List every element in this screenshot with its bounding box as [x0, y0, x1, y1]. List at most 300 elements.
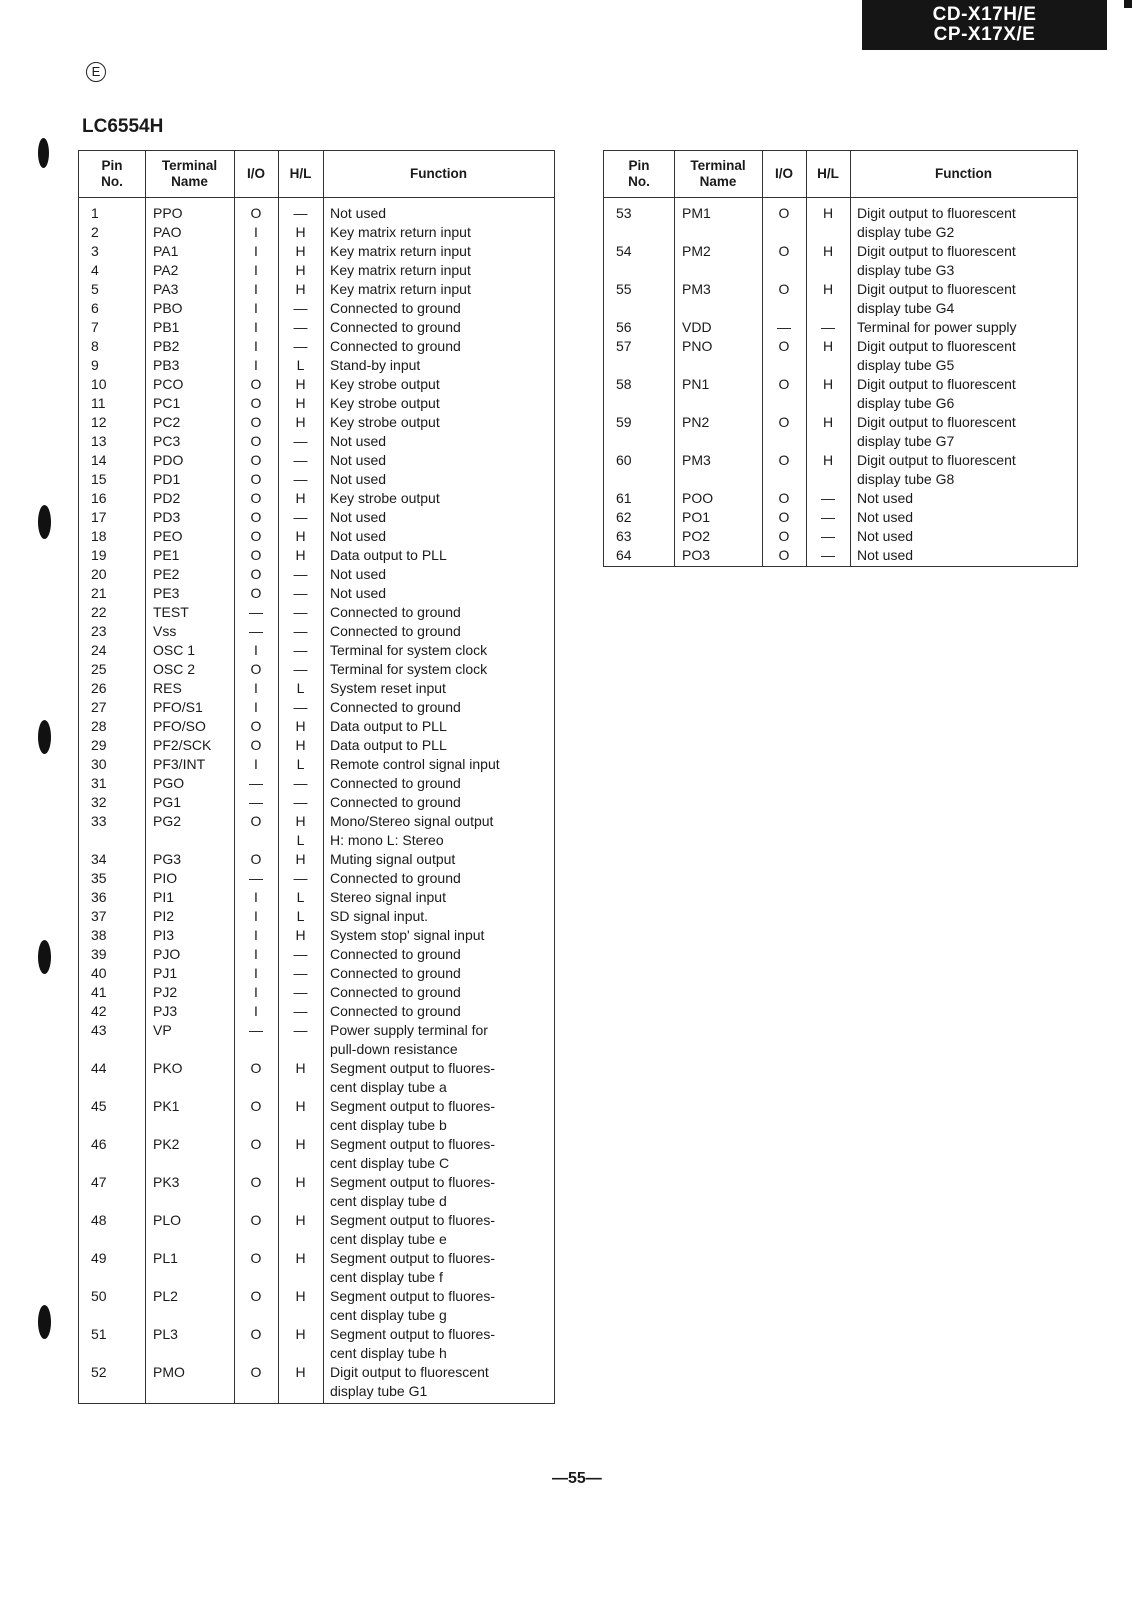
- cell-pin: 60: [616, 452, 632, 468]
- function-line: Connected to ground: [330, 623, 461, 639]
- function-line: Muting signal output: [330, 851, 456, 867]
- cell-pin: 58: [616, 376, 632, 392]
- cell-function: [330, 508, 386, 527]
- table-row: [604, 318, 1077, 337]
- cell-name: PL1: [153, 1250, 178, 1266]
- cell-io: I: [254, 357, 258, 373]
- cell-io: O: [250, 1212, 262, 1228]
- function-line: Not used: [857, 509, 914, 525]
- cell-io: —: [777, 319, 791, 335]
- cell-io: O: [778, 452, 790, 468]
- cell-function: [330, 489, 440, 508]
- function-line: cent display tube e: [330, 1231, 447, 1247]
- cell-hl: —: [293, 433, 308, 449]
- function-line: cent display tube C: [330, 1155, 450, 1171]
- table-row: [604, 546, 1077, 565]
- cell-name: PD3: [153, 509, 181, 525]
- table-row: [79, 261, 554, 280]
- table-row: [79, 489, 554, 508]
- cell-name: RES: [153, 680, 182, 696]
- cell-io: —: [249, 794, 263, 810]
- function-line: Key matrix return input: [330, 281, 471, 297]
- function-line: Mono/Stereo signal output: [330, 813, 494, 829]
- table-row: [79, 1097, 554, 1135]
- cell-pin: 4: [91, 262, 99, 278]
- cell-hl: H: [295, 528, 306, 544]
- cell-name: PA3: [153, 281, 179, 297]
- cell-hl: —: [293, 661, 308, 677]
- cell-function: [857, 451, 1016, 489]
- cell-io: O: [250, 414, 262, 430]
- column-header-io: I/O: [774, 165, 793, 181]
- cell-function: [330, 546, 447, 565]
- cell-function: [330, 299, 461, 318]
- cell-pin: 55: [616, 281, 632, 297]
- table-row: [79, 1363, 554, 1401]
- cell-name: PA1: [153, 243, 179, 259]
- cell-hl: H: [295, 1212, 306, 1228]
- function-line: System stop' signal input: [330, 927, 485, 943]
- cell-function: [330, 888, 446, 907]
- function-line: Not used: [330, 433, 387, 449]
- function-line: Terminal for system clock: [330, 661, 488, 677]
- cell-name: PA2: [153, 262, 179, 278]
- table-row: [79, 698, 554, 717]
- cell-hl: H: [295, 1174, 306, 1190]
- cell-io: I: [254, 262, 258, 278]
- cell-io: O: [250, 1060, 262, 1076]
- cell-pin: 38: [91, 927, 107, 943]
- cell-pin: 36: [91, 889, 107, 905]
- binder-hole: [38, 1305, 51, 1339]
- cell-hl: H: [295, 490, 306, 506]
- pin-table-left: [78, 150, 555, 1404]
- cell-pin: 42: [91, 1003, 107, 1019]
- cell-hl: H: [295, 1326, 306, 1342]
- table-row: [79, 926, 554, 945]
- cell-pin: 40: [91, 965, 107, 981]
- cell-name: PMO: [153, 1364, 185, 1380]
- cell-name: PJ2: [153, 984, 178, 1000]
- column-header-line: Pin: [101, 157, 123, 173]
- cell-hl: H: [822, 452, 834, 468]
- cell-pin: 34: [91, 851, 107, 867]
- table-row: [79, 280, 554, 299]
- function-line: Not used: [330, 452, 387, 468]
- cell-function: [330, 584, 386, 603]
- function-line: SD signal input.: [330, 908, 429, 924]
- cell-io: I: [254, 224, 258, 240]
- cell-name: PE2: [153, 566, 180, 582]
- cell-pin: 3: [91, 243, 99, 259]
- cell-function: [330, 337, 461, 356]
- cell-name: OSC 2: [153, 661, 196, 677]
- cell-io: O: [778, 281, 790, 297]
- cell-hl: —: [293, 946, 308, 962]
- function-line: Key strobe output: [330, 376, 440, 392]
- cell-io: I: [254, 699, 258, 715]
- cell-name: PI1: [153, 889, 175, 905]
- table-row: [79, 945, 554, 964]
- cell-hl: —: [293, 870, 308, 886]
- function-line: Digit output to fluorescent: [857, 376, 1016, 392]
- cell-pin: 57: [616, 338, 632, 354]
- function-line: Segment output to fluores-: [330, 1060, 495, 1076]
- cell-pin: 13: [91, 433, 107, 449]
- function-line: Remote control signal input: [330, 756, 500, 772]
- cell-name: PF3/INT: [153, 756, 206, 772]
- cell-io: O: [250, 1136, 262, 1152]
- cell-hl: L: [296, 680, 305, 696]
- cell-function: [330, 1363, 489, 1401]
- cell-hl: H: [822, 376, 834, 392]
- cell-function: [330, 907, 428, 926]
- column-header-line: No.: [628, 173, 650, 189]
- column-header-line: Terminal: [161, 157, 218, 173]
- table-row: [79, 527, 554, 546]
- cell-function: [857, 489, 913, 508]
- cell-name: PO3: [682, 547, 711, 563]
- table-row: [79, 508, 554, 527]
- table-row: [79, 660, 554, 679]
- table-row: [79, 736, 554, 755]
- cell-name: PB3: [153, 357, 180, 373]
- cell-hl: —: [293, 585, 308, 601]
- function-line: Segment output to fluores-: [330, 1326, 495, 1342]
- cell-name: PGO: [153, 775, 185, 791]
- cell-name: PFO/S1: [153, 699, 203, 715]
- table-row: [79, 622, 554, 641]
- cell-name: POO: [682, 490, 714, 506]
- cell-name: PN2: [682, 414, 710, 430]
- cell-name: PK2: [153, 1136, 180, 1152]
- corner-mark: [1124, 0, 1132, 8]
- cell-function: [330, 204, 386, 223]
- cell-name: PO2: [682, 528, 711, 544]
- cell-pin: 45: [91, 1098, 107, 1114]
- cell-io: —: [249, 623, 263, 639]
- table-body: [79, 204, 554, 1401]
- cell-name: PB2: [153, 338, 180, 354]
- cell-hl: H: [295, 376, 306, 392]
- function-line: Not used: [330, 509, 387, 525]
- cell-io: I: [254, 927, 258, 943]
- cell-function: [330, 527, 386, 546]
- table-row: [79, 907, 554, 926]
- column-header-line: No.: [101, 173, 123, 189]
- column-header-pin: [604, 151, 674, 196]
- cell-function: [330, 964, 461, 983]
- cell-name: PK1: [153, 1098, 180, 1114]
- cell-pin: 29: [91, 737, 107, 753]
- table-row: [604, 337, 1077, 375]
- cell-function: [330, 793, 461, 812]
- function-line: Segment output to fluores-: [330, 1212, 495, 1228]
- cell-function: [330, 622, 461, 641]
- table-row: [79, 812, 554, 850]
- cell-hl: H: [822, 243, 834, 259]
- cell-hl: H: [295, 718, 306, 734]
- cell-pin: 1: [91, 205, 99, 221]
- cell-pin: 54: [616, 243, 632, 259]
- cell-io: I: [254, 984, 258, 1000]
- cell-name: PB1: [153, 319, 180, 335]
- cell-hl: —: [293, 794, 308, 810]
- cell-hl: H: [295, 1136, 306, 1152]
- cell-io: I: [254, 756, 258, 772]
- cell-name: PJ1: [153, 965, 178, 981]
- column-header-io: I/O: [246, 165, 265, 181]
- table-row: [79, 375, 554, 394]
- table-row: [79, 755, 554, 774]
- cell-hl: H: [822, 281, 834, 297]
- table-row: [79, 299, 554, 318]
- cell-function: [857, 242, 1016, 280]
- cell-pin: 11: [91, 395, 106, 411]
- table-row: [604, 489, 1077, 508]
- cell-hl: —: [293, 984, 308, 1000]
- cell-function: [330, 679, 446, 698]
- cell-hl: —: [293, 1022, 308, 1038]
- cell-name: PG2: [153, 813, 182, 829]
- cell-pin: 52: [91, 1364, 107, 1380]
- function-line: Connected to ground: [330, 870, 461, 886]
- function-line: Terminal for system clock: [330, 642, 488, 658]
- table-row: [79, 432, 554, 451]
- cell-hl: —: [293, 471, 308, 487]
- function-line: Stand-by input: [330, 357, 421, 373]
- cell-name: PLO: [153, 1212, 182, 1228]
- cell-function: [330, 223, 471, 242]
- cell-hl: H: [295, 1060, 306, 1076]
- cell-hl: H: [295, 547, 306, 563]
- table-row: [79, 1021, 554, 1059]
- cell-io: O: [778, 528, 790, 544]
- column-header-pin: [79, 151, 145, 196]
- function-line: Data output to PLL: [330, 547, 447, 563]
- cell-name: PCO: [153, 376, 184, 392]
- cell-pin: 6: [91, 300, 99, 316]
- cell-hl: —: [293, 623, 308, 639]
- column-header-hl: H/L: [817, 165, 839, 181]
- cell-name: PG3: [153, 851, 182, 867]
- function-line: display tube G8: [857, 471, 955, 487]
- cell-function: [330, 1021, 488, 1059]
- cell-io: O: [250, 452, 262, 468]
- table-row: [79, 774, 554, 793]
- cell-hl: —: [293, 1003, 308, 1019]
- cell-function: [330, 717, 447, 736]
- cell-function: [330, 1287, 495, 1325]
- column-header-name: [674, 151, 762, 196]
- table-row: [79, 470, 554, 489]
- cell-pin: 53: [616, 205, 632, 221]
- table-row: [604, 280, 1077, 318]
- binder-hole: [38, 138, 49, 168]
- cell-pin: 64: [616, 547, 632, 563]
- cell-function: [330, 242, 471, 261]
- cell-name: VP: [153, 1022, 172, 1038]
- cell-name: PC1: [153, 395, 181, 411]
- function-line: Not used: [330, 205, 387, 221]
- cell-pin: 26: [91, 680, 107, 696]
- cell-function: [330, 850, 455, 869]
- cell-function: [330, 1211, 495, 1249]
- cell-io: O: [778, 243, 790, 259]
- cell-function: [857, 337, 1016, 375]
- function-line: Connected to ground: [330, 604, 461, 620]
- model-header-line-1: CD-X17H/E: [932, 4, 1037, 25]
- cell-name: PC3: [153, 433, 181, 449]
- chip-title: LC6554H: [82, 116, 164, 137]
- table-row: [79, 584, 554, 603]
- table-row: [79, 1287, 554, 1325]
- cell-pin: 19: [91, 547, 107, 563]
- cell-hl: H: [822, 338, 834, 354]
- table-row: [79, 850, 554, 869]
- cell-function: [330, 755, 500, 774]
- function-line: cent display tube b: [330, 1117, 447, 1133]
- cell-io: I: [254, 300, 258, 316]
- function-line: pull-down resistance: [330, 1041, 458, 1057]
- cell-pin: 37: [91, 908, 107, 924]
- cell-io: I: [254, 965, 258, 981]
- binder-hole: [38, 720, 51, 754]
- table-row: [79, 1325, 554, 1363]
- cell-function: [330, 926, 484, 945]
- cell-io: O: [778, 376, 790, 392]
- function-line: Key matrix return input: [330, 243, 471, 259]
- cell-name: Vss: [153, 623, 177, 639]
- cell-name: PJ3: [153, 1003, 178, 1019]
- cell-pin: 63: [616, 528, 632, 544]
- function-line: Key strobe output: [330, 414, 440, 430]
- cell-name: PE1: [153, 547, 180, 563]
- cell-function: [330, 983, 461, 1002]
- cell-io: O: [250, 547, 262, 563]
- cell-io: O: [250, 1364, 262, 1380]
- cell-hl: H: [822, 205, 834, 221]
- function-line: Power supply terminal for: [330, 1022, 488, 1038]
- cell-name: VDD: [682, 319, 712, 335]
- cell-hl: H: [295, 262, 306, 278]
- cell-io: I: [254, 680, 258, 696]
- function-line: Connected to ground: [330, 699, 461, 715]
- cell-name: PFO/SO: [153, 718, 206, 734]
- cell-hl: —: [293, 509, 308, 525]
- cell-hl: H: [295, 1098, 306, 1114]
- cell-io: I: [254, 319, 258, 335]
- cell-pin: 20: [91, 566, 107, 582]
- table-row: [79, 451, 554, 470]
- function-line: Connected to ground: [330, 965, 461, 981]
- cell-hl: —: [293, 338, 308, 354]
- cell-function: [857, 413, 1016, 451]
- function-line: Segment output to fluores-: [330, 1136, 495, 1152]
- cell-function: [857, 527, 913, 546]
- function-line: display tube G4: [857, 300, 955, 316]
- cell-io: O: [250, 737, 262, 753]
- table-header: [79, 151, 554, 198]
- cell-pin: 24: [91, 642, 107, 658]
- cell-io: O: [250, 471, 262, 487]
- cell-pin: 10: [91, 376, 107, 392]
- table-row: [79, 356, 554, 375]
- cell-io: —: [249, 870, 263, 886]
- cell-function: [330, 641, 487, 660]
- cell-name: PEO: [153, 528, 183, 544]
- column-header-function: Function: [935, 165, 992, 181]
- cell-io: O: [250, 376, 262, 392]
- table-row: [604, 375, 1077, 413]
- cell-hl: —: [293, 699, 308, 715]
- cell-name: TEST: [153, 604, 189, 620]
- cell-pin: 18: [91, 528, 107, 544]
- function-line: Digit output to fluorescent: [857, 338, 1016, 354]
- cell-function: [330, 394, 440, 413]
- cell-pin: 46: [91, 1136, 107, 1152]
- cell-function: [330, 603, 461, 622]
- cell-name: PF2/SCK: [153, 737, 212, 753]
- table-row: [79, 983, 554, 1002]
- cell-io: —: [249, 604, 263, 620]
- table-row: [79, 1249, 554, 1287]
- column-header-hl: H/L: [289, 165, 312, 181]
- cell-io: I: [254, 946, 258, 962]
- function-line: Not used: [857, 547, 914, 563]
- cell-io: O: [250, 205, 262, 221]
- table-row: [604, 413, 1077, 451]
- cell-hl: L: [296, 908, 305, 924]
- cell-name: PL2: [153, 1288, 178, 1304]
- cell-hl: H: [295, 395, 306, 411]
- cell-pin: 8: [91, 338, 99, 354]
- cell-name: PM2: [682, 243, 711, 259]
- cell-io: O: [250, 566, 262, 582]
- cell-name: PD1: [153, 471, 181, 487]
- cell-name: PI2: [153, 908, 175, 924]
- table-row: [79, 318, 554, 337]
- cell-name: PD2: [153, 490, 181, 506]
- cell-name: PIO: [153, 870, 178, 886]
- cell-pin: 17: [91, 509, 107, 525]
- cell-io: O: [250, 1326, 262, 1342]
- cell-hl: —: [293, 642, 308, 658]
- cell-hl: H: [295, 281, 306, 297]
- cell-function: [330, 280, 471, 299]
- cell-io: O: [778, 338, 790, 354]
- cell-pin: 50: [91, 1288, 107, 1304]
- cell-pin: 21: [91, 585, 107, 601]
- cell-pin: 9: [91, 357, 99, 373]
- function-line: cent display tube a: [330, 1079, 447, 1095]
- cell-hl: —: [821, 319, 835, 335]
- cell-pin: 48: [91, 1212, 107, 1228]
- cell-hl: H: [295, 737, 306, 753]
- table-row: [79, 1173, 554, 1211]
- function-line: Key matrix return input: [330, 224, 471, 240]
- cell-name: PM3: [682, 281, 711, 297]
- column-header-function: Function: [410, 165, 467, 181]
- function-line: Segment output to fluores-: [330, 1250, 495, 1266]
- cell-io: O: [250, 490, 262, 506]
- cell-function: [857, 204, 1016, 242]
- function-line: Digit output to fluorescent: [330, 1364, 489, 1380]
- function-line: Not used: [330, 528, 387, 544]
- cell-io: I: [254, 889, 258, 905]
- cell-pin: 16: [91, 490, 107, 506]
- cell-io: O: [250, 1098, 262, 1114]
